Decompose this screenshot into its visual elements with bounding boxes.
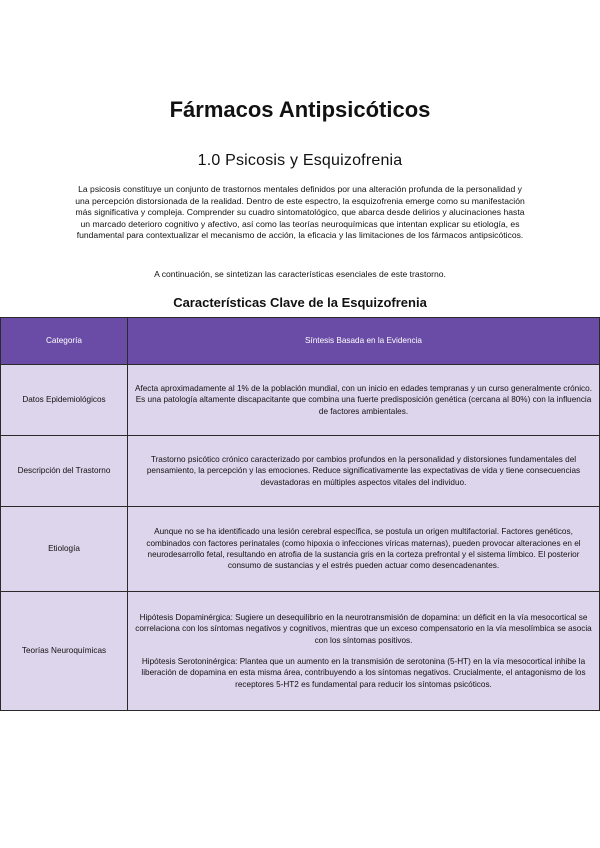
table-row bbox=[1, 436, 600, 507]
row-content bbox=[128, 507, 600, 592]
row-content bbox=[128, 365, 600, 436]
table-header-row bbox=[1, 318, 600, 365]
row-paragraph: Afecta aproximadamente al 1% de la población mundial, con un inicio en edades tempranas y un curso generalmente crónico. Es una patología altamente discapacitante que combina una fuerte predisposición genética (cercana al 80%) con la influencia de factores ambientales. bbox=[135, 383, 592, 416]
column-header-synthesis: Síntesis Basada en la Evidencia bbox=[128, 318, 600, 365]
table-row bbox=[1, 365, 600, 436]
row-category: Descripción del Trastorno bbox=[1, 436, 128, 507]
section-title: 1.0 Psicosis y Esquizofrenia bbox=[197, 152, 403, 169]
table-row bbox=[1, 507, 600, 592]
row-content bbox=[128, 436, 600, 507]
row-paragraph: Trastorno psicótico crónico caracterizado por cambios profundos en la personalidad y distorsiones fundamentales del pensamiento, la percepción y las emociones. Reduce significativamente las expectativas de vida y tiene consecuencias devastadoras en múltiples aspectos vitales del individuo. bbox=[146, 454, 581, 487]
page-title: Fármacos Antipsicóticos bbox=[169, 97, 431, 122]
characteristics-table bbox=[0, 317, 600, 711]
row-paragraph: Aunque no se ha identificado una lesión cerebral específica, se postula un origen multifactorial. Factores genéticos, combinados con factores perinatales (como hipoxia o infecciones víricas maternas), pueden provocar alteraciones en el neurodesarrollo fetal, resultando en atrofia de la sustancia gris en la corteza prefrontal y el sistema límbico. El posterior consumo de sustancias y el estrés pueden actuar como desencadenantes. bbox=[146, 527, 581, 571]
column-header-category: Categoría bbox=[1, 318, 128, 365]
table-title: Características Clave de la Esquizofrenia bbox=[173, 295, 427, 310]
row-category: Datos Epidemiológicos bbox=[1, 365, 128, 436]
row-paragraph-dopamine: Hipótesis Dopaminérgica: Sugiere un desequilibrio en la neurotransmisión de dopamina: un déficit en la vía mesocortical se correlaciona con los síntomas negativos y cognitivos, mientras que un exceso compensatorio en la vía mesolímbica se asocia con los síntomas positivos. bbox=[135, 612, 592, 645]
row-category: Etiología bbox=[1, 507, 128, 592]
table-row bbox=[1, 592, 600, 711]
row-paragraph-serotonin: Hipótesis Serotoninérgica: Plantea que un aumento en la transmisión de serotonina (5-HT) en la vía mesocortical inhibe la liberación de dopamina en esta misma área, contribuyendo a los síntomas negativos. Crucialmente, el antagonismo de los receptores 5-HT2 es fundamental para reducir los síntomas psicóticos. bbox=[141, 657, 586, 689]
intro-followup: A continuación, se sintetizan las características esenciales de este trastorno. bbox=[154, 269, 446, 279]
row-category: Teorías Neuroquímicas bbox=[1, 592, 128, 711]
row-content bbox=[128, 592, 600, 711]
intro-paragraph: La psicosis constituye un conjunto de trastornos mentales definidos por una alteración profunda de la personalidad y una percepción distorsionada de la realidad. Dentro de este espectro, la esquizofrenia emerge como su manifestación más significativa y compleja. Comprender su cuadro sintomatológico, que abarca desde delirios y alucinaciones hasta un marcado deterioro cognitivo y afectivo, así como las teorías neuroquímicas que intentan explicar su etiología, es fundamental para contextualizar el mecanismo de acción, la eficacia y las limitaciones de los fármacos antipsicóticos. bbox=[75, 184, 525, 241]
